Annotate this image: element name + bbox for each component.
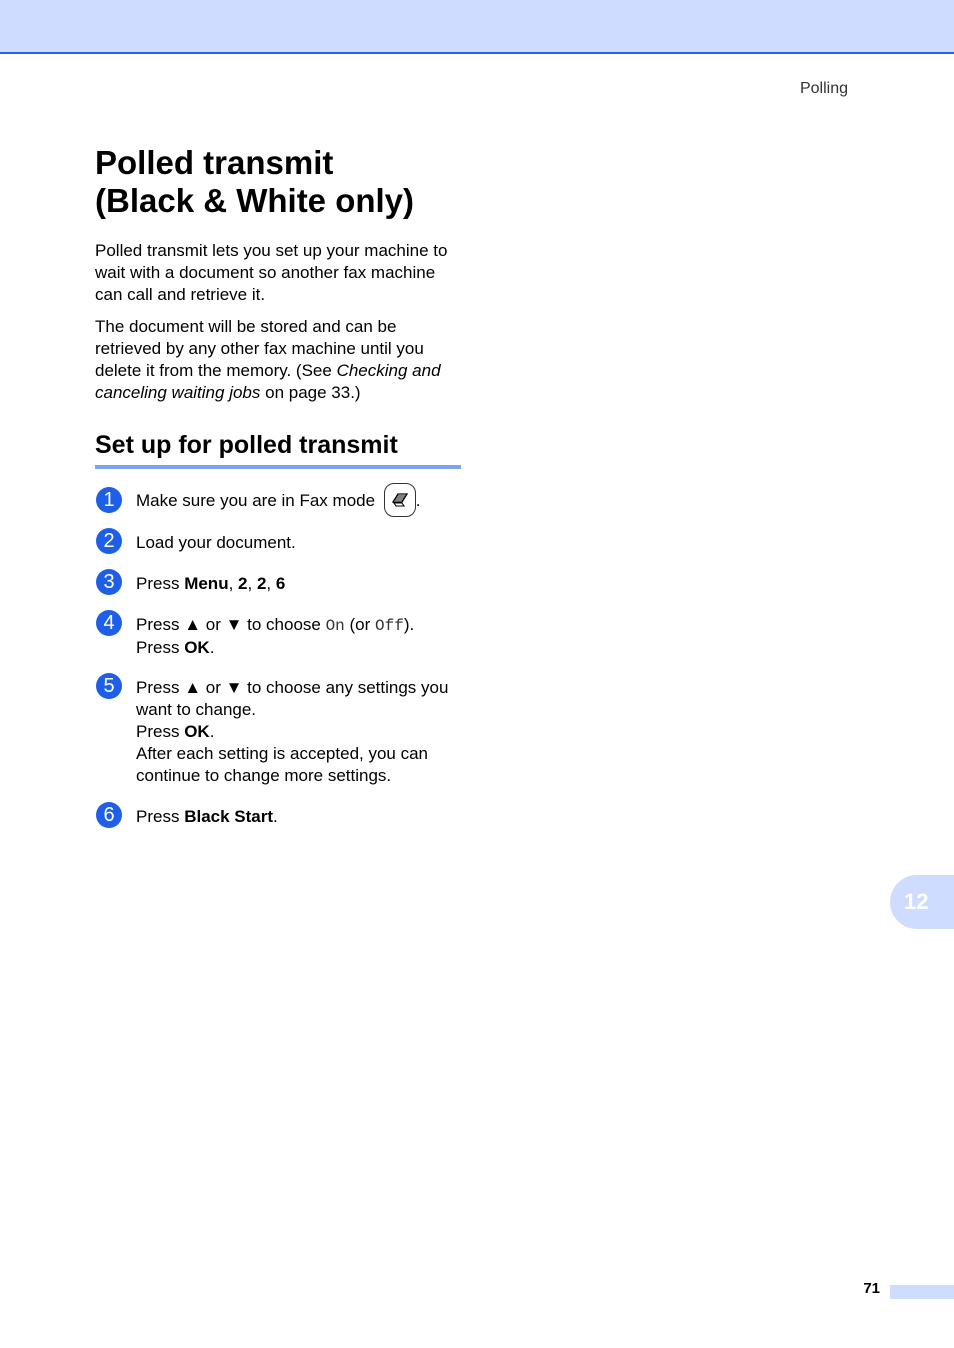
para2-end: on page 33.) [260, 383, 361, 402]
period: . [209, 722, 215, 741]
option-off: Off [375, 617, 404, 635]
or-text: or [201, 678, 226, 697]
step-4-press2: Press [136, 638, 185, 657]
ok-key: OK [184, 638, 210, 657]
step-5-press2: Press [136, 722, 185, 741]
step-text [136, 614, 476, 659]
step-5-mid: to choose any settings you want to change. [136, 678, 449, 719]
down-arrow-icon: ▼ [225, 678, 243, 697]
step-1-text: Make sure you are in Fax mode [136, 491, 376, 510]
step-text [136, 573, 476, 595]
step-number: 6 [96, 802, 122, 828]
para2-start: The document will be stored and can be retrieved by any other fax machine until you delete it from the memory. (See [95, 317, 424, 380]
separator: , [247, 574, 257, 593]
step-text: Load your document. [136, 533, 296, 552]
up-arrow-icon: ▲ [184, 615, 202, 634]
step-number: 1 [96, 487, 122, 513]
step-number: 5 [96, 673, 122, 699]
separator: , [266, 574, 276, 593]
step-1-suffix: . [415, 491, 421, 510]
title-line-2: (Black & White only) [95, 182, 415, 219]
key-6: 6 [275, 574, 286, 593]
intro-paragraph-1: Polled transmit lets you set up your machine to wait with a document so another fax machine can call and retrieve it. [95, 241, 448, 304]
step-number: 4 [96, 610, 122, 636]
black-start-key: Black Start [184, 807, 274, 826]
step-6-press: Press [136, 807, 185, 826]
step-text [136, 677, 476, 787]
intro-paragraph-2 [95, 316, 465, 404]
step-text [136, 806, 476, 828]
key-2: 2 [238, 574, 248, 593]
step-3-press: Press [136, 574, 185, 593]
step-number: 3 [96, 569, 122, 595]
fax-icon [384, 483, 416, 517]
ok-key: OK [184, 722, 210, 741]
cross-reference-link[interactable]: Checking and canceling waiting jobs [95, 361, 441, 402]
section-heading: Set up for polled transmit [95, 429, 461, 469]
page-title [95, 144, 595, 220]
step-number: 2 [96, 528, 122, 554]
period: . [273, 807, 278, 826]
step-4-mid: to choose [242, 615, 326, 634]
chapter-tab[interactable]: 12 [890, 875, 954, 929]
step-4-paren: (or [344, 615, 376, 634]
down-arrow-icon: ▼ [225, 615, 243, 634]
running-header: Polling [799, 80, 848, 97]
step-5-press: Press [136, 678, 185, 697]
title-line-1: Polled transmit [95, 144, 334, 181]
step-5-after: After each setting is accepted, you can continue to change more settings. [136, 744, 429, 785]
page-footer-bar [890, 1285, 954, 1299]
separator: , [228, 574, 239, 593]
period: . [209, 638, 215, 657]
key-2: 2 [256, 574, 267, 593]
page-number: 71 [863, 1280, 880, 1297]
or-text: or [201, 615, 226, 634]
step-4-close: ). [403, 615, 415, 634]
step-text [136, 482, 476, 520]
menu-key: Menu [184, 574, 229, 593]
up-arrow-icon: ▲ [184, 678, 202, 697]
top-header-band [0, 0, 954, 54]
option-on: On [325, 617, 345, 635]
step-4-press: Press [136, 615, 185, 634]
